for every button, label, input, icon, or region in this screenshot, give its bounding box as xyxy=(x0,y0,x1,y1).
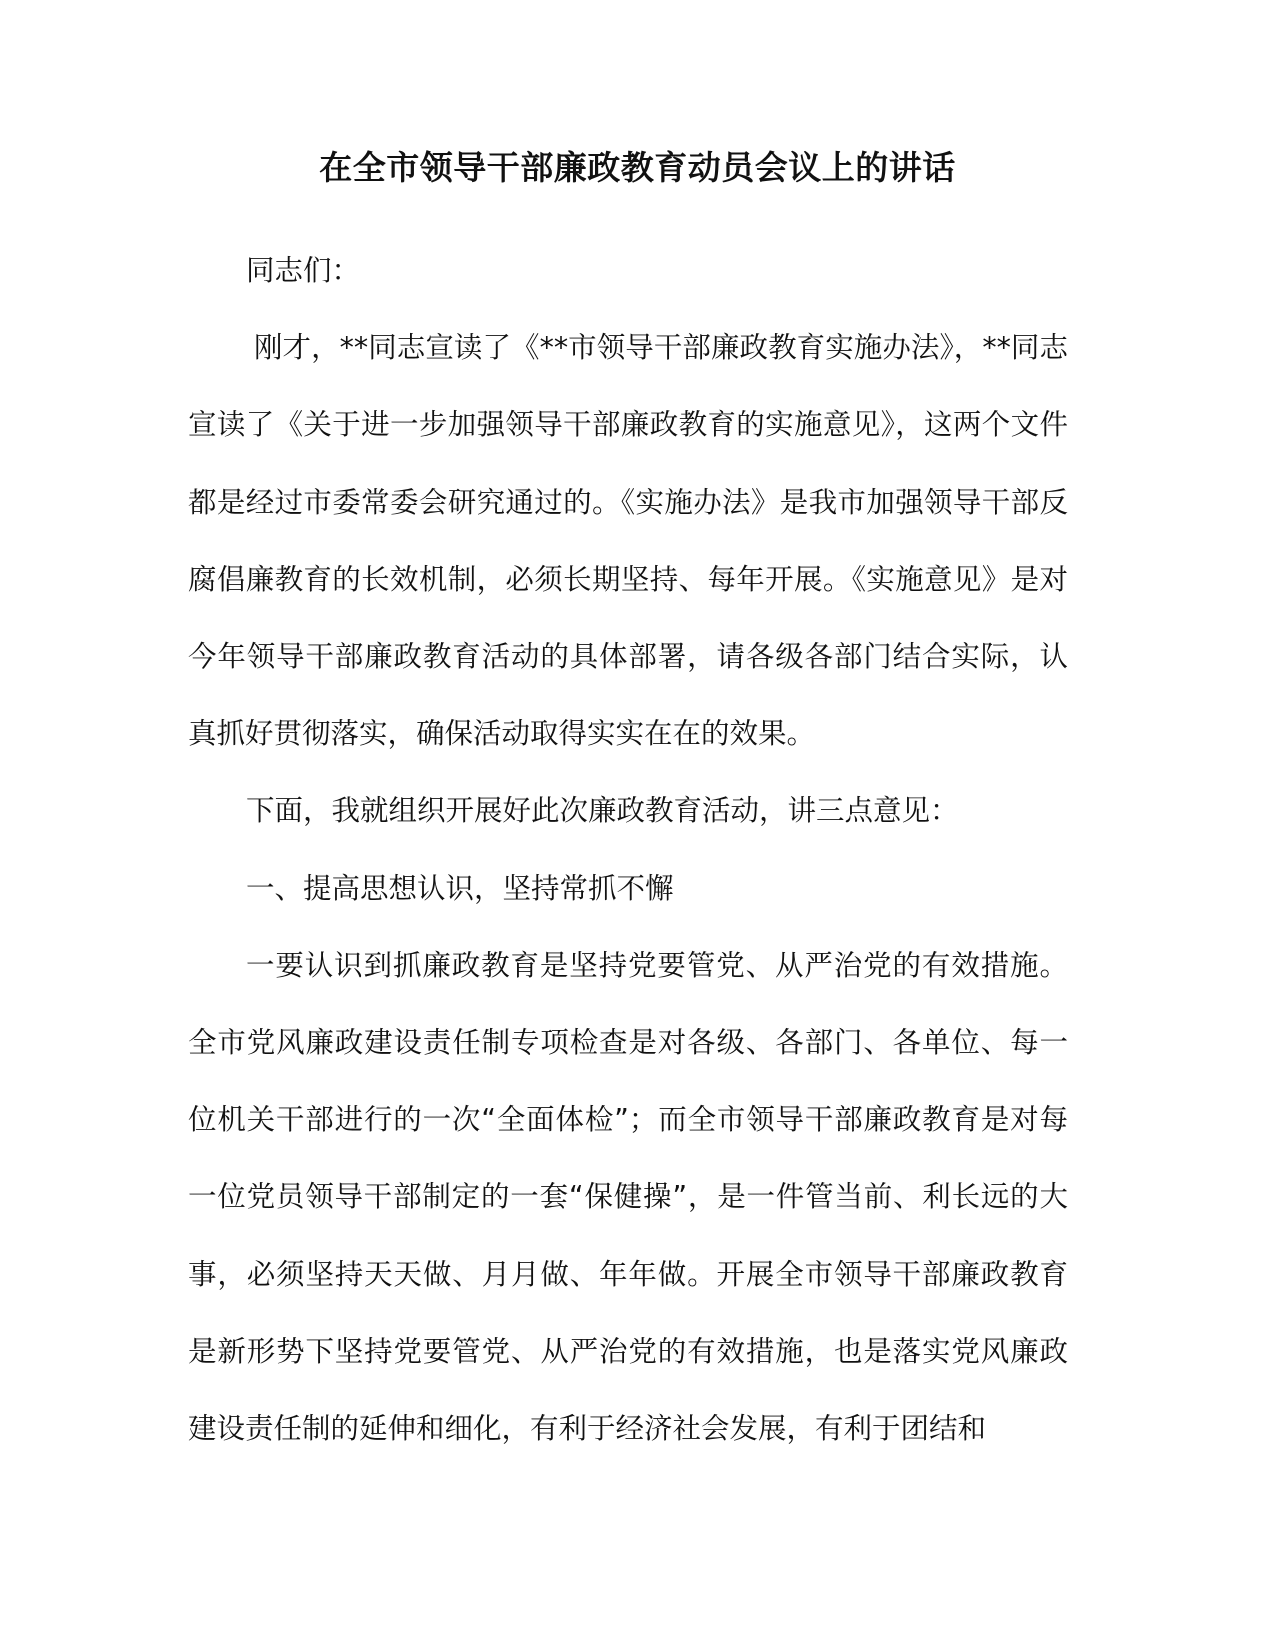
paragraph-intro: 下面，我就组织开展好此次廉政教育活动，讲三点意见： xyxy=(246,794,959,828)
section-heading-1: 一、提高思想认识，坚持常抓不懈 xyxy=(246,871,674,905)
document-body xyxy=(188,232,1068,1467)
paragraph-point-1: 一要认识到抓廉政教育是坚持党要管党、从严治党的有效措施。全市党风廉政建设责任制专项检查是对各级、各部门、各单位、每一位机关干部进行的一次“全面体检”；而全市领导干部廉政教育是对每一位党员领导干部制定的一套“保健操”，是一件管当前、利长远的大事，必须坚持天天做、月月做、年年做。开展全市领导干部廉政教育是新形势下坚持党要管党、从严治党的有效措施，也是落实党风廉政建设责任制的延伸和细化，有利于经济社会发展，有利于团结和 xyxy=(188,948,1068,1446)
document-title: 在全市领导干部廉政教育动员会议上的讲话 xyxy=(319,148,956,187)
paragraph-salutation: 同志们： xyxy=(246,254,361,287)
paragraph-opening: 刚才，**同志宣读了《**市领导干部廉政教育实施办法》，**同志宣读了《关于进一步加强领导干部廉政教育的实施意见》，这两个文件都是经过市委常委会研究通过的。《实施办法》是我市加强领导干部反腐倡廉教育的长效机制，必须长期坚持、每年开展。《实施意见》是对今年领导干部廉政教育活动的具体部署，请各级各部门结合实际，认真抓好贯彻落实，确保活动取得实实在在的效果。 xyxy=(188,331,1068,751)
